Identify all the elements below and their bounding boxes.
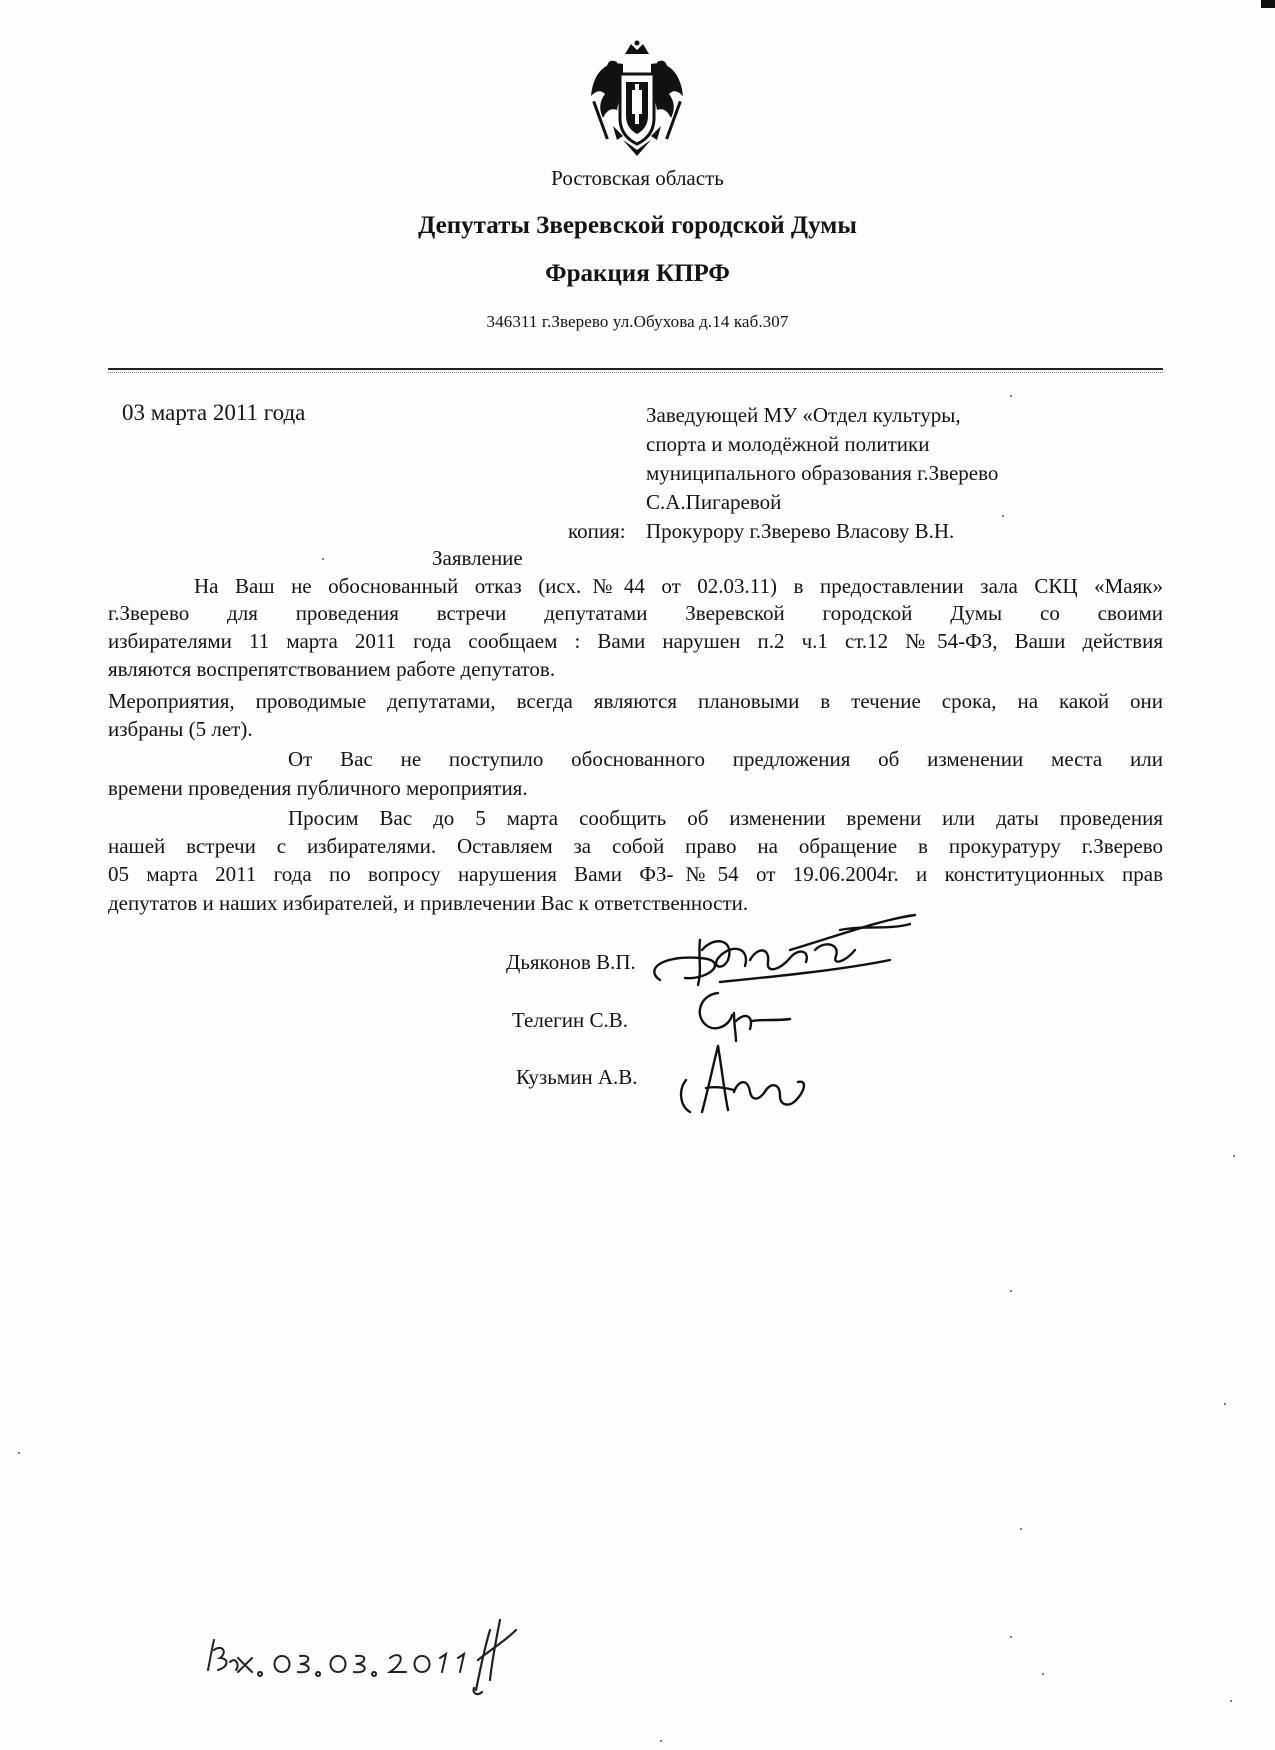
- scan-noise: [1010, 1636, 1012, 1638]
- region-name: Ростовская область: [551, 166, 724, 190]
- scan-noise: [322, 558, 324, 560]
- body-line: избраны (5 лет).: [108, 717, 253, 741]
- organization-address: 346311 г.Зверево ул.Обухова д.14 каб.307: [486, 312, 789, 331]
- body-line: нашей встречи с избирателями. Оставляем за собой право на обращение в прокуратуру г.Зверево: [108, 834, 1163, 858]
- handwritten-registration-note: [200, 1600, 540, 1700]
- document-title: Заявление: [432, 546, 523, 570]
- scan-noise: [1230, 1700, 1232, 1702]
- addressee-line: С.А.Пигаревой: [646, 490, 782, 514]
- scan-noise: [1010, 395, 1012, 397]
- scan-edge-mark: [1261, 0, 1275, 8]
- body-line: Просим Вас до 5 марта сообщить об изменении времени или даты проведения: [288, 806, 1163, 830]
- scan-noise: [1224, 1403, 1226, 1405]
- body-line: времени проведения публичного мероприятия.: [108, 776, 528, 800]
- body-line: г.Зверево для проведения встречи депутатами Зверевской городской Думы со своими: [108, 601, 1163, 625]
- copy-recipient: Прокурору г.Зверево Власову В.Н.: [646, 519, 955, 543]
- scan-noise: [18, 1452, 20, 1454]
- body-line: От Вас не поступило обоснованного предложения об изменении места или: [288, 747, 1163, 771]
- body-line: избирателями 11 марта 2011 года сообщаем : Вами нарушен п.2 ч.1 ст.12 №54-ФЗ, Ваши действия: [108, 629, 1163, 653]
- letter-date: 03 марта 2011 года: [122, 400, 306, 425]
- addressee-line: Заведующей МУ «Отдел культуры,: [646, 403, 961, 427]
- signatory-name: Дьяконов В.П.: [506, 950, 636, 974]
- signatory-name: Кузьмин А.В.: [516, 1065, 638, 1089]
- addressee-line: спорта и молодёжной политики: [646, 432, 930, 456]
- copy-label: копия:: [568, 519, 626, 543]
- scan-noise: [660, 1740, 662, 1742]
- body-line: депутатов и наших избирателей, и привлечении Вас к ответственности.: [108, 891, 749, 915]
- scan-noise: [1002, 515, 1004, 517]
- scan-noise: [1010, 1290, 1012, 1292]
- scan-noise: [1020, 1528, 1022, 1530]
- scan-noise: [1233, 1155, 1235, 1157]
- signature-telegin: [690, 985, 800, 1045]
- scan-noise: [1042, 1673, 1044, 1675]
- header-divider: [108, 368, 1163, 370]
- signatory-name: Телегин С.В.: [512, 1008, 629, 1032]
- body-line: Мероприятия, проводимые депутатами, всегда являются плановыми в течение срока, на какой они: [108, 689, 1163, 713]
- addressee-line: муниципального образования г.Зверево: [646, 461, 999, 485]
- body-line: 05 марта 2011 года по вопросу нарушения Вами ФЗ-№54 от 19.06.2004г. и конституционных прав: [108, 862, 1163, 886]
- body-line: На Ваш не обоснованный отказ (исх.№44 от 02.03.11) в предоставлении зала СКЦ «Маяк»: [194, 574, 1163, 598]
- header-divider-dotted: [108, 372, 1163, 373]
- organization-name: Депутаты Зверевской городской Думы: [418, 212, 857, 239]
- rostov-oblast-coat-of-arms-icon: [587, 40, 687, 158]
- faction-name: Фракция КПРФ: [545, 260, 730, 287]
- signature-kuzmin: [676, 1040, 816, 1120]
- body-line: являются воспрепятствованием работе депутатов.: [108, 657, 556, 681]
